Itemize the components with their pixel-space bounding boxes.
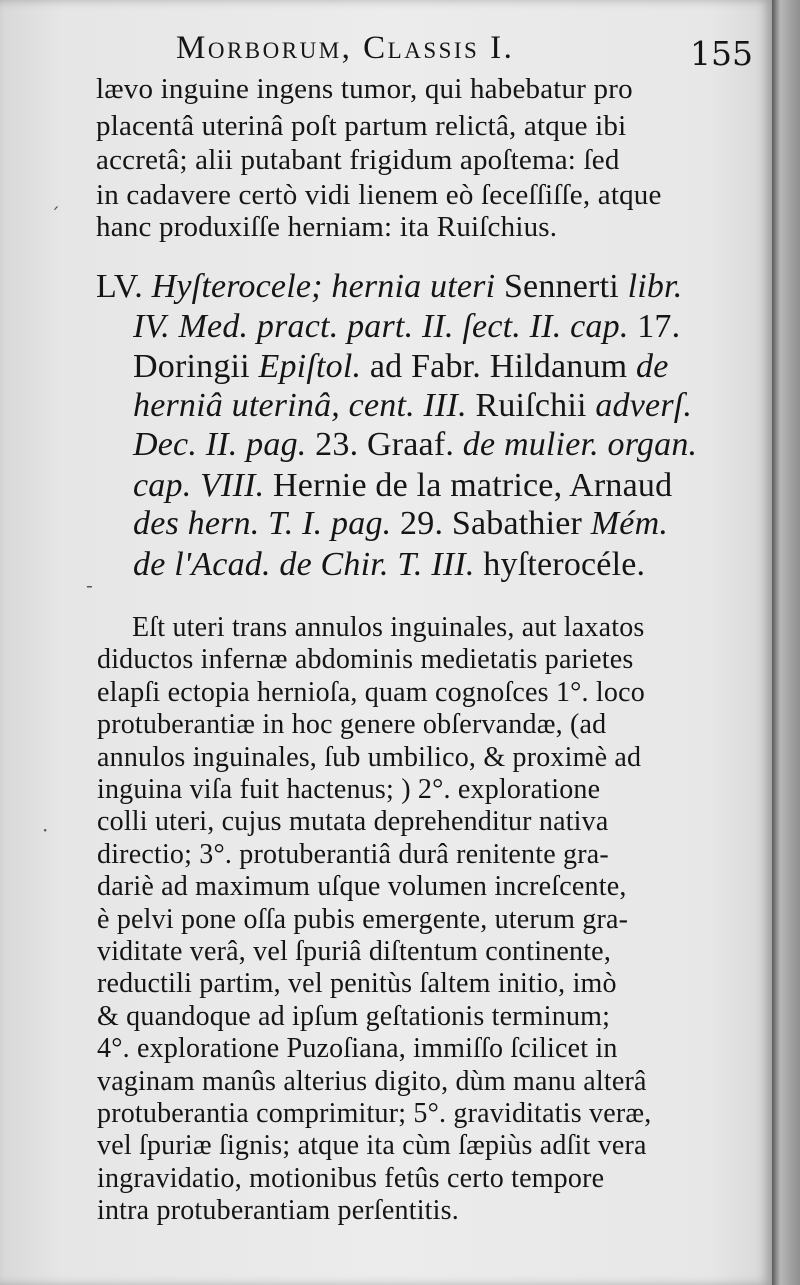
text-line: dariè ad maximum uſque volumen increſcente, — [97, 871, 627, 902]
text-line: in cadavere certò vidi lienem eò ſeceſſiſſe, atque — [96, 179, 662, 211]
page-number: 155 — [690, 34, 753, 73]
text-line: reductili partim, vel penitùs ſaltem initio, imò — [97, 968, 617, 999]
text-line: protuberantia comprimitur; 5°. graviditatis veræ, — [97, 1098, 652, 1129]
roman-segment: 17. — [628, 308, 681, 345]
italic-segment: IV. Med. pract. part. II. ſect. II. cap. — [133, 308, 629, 345]
italic-segment: Hyſterocele; hernia uteri — [151, 268, 496, 305]
italic-segment: Epiſtol. — [258, 348, 362, 385]
roman-segment: 29. Sabathier — [391, 505, 591, 542]
text-line: vel ſpuriæ ſignis; atque ita cùm ſæpiùs adſit vera — [97, 1130, 647, 1161]
text-line: placentâ uterinâ poſt partum relictâ, atque ibi — [96, 110, 627, 142]
roman-segment: Hernie de la matrice, Arnaud — [264, 467, 673, 504]
text-line: inguina viſa fuit hactenus; ) 2°. exploratione — [97, 774, 601, 805]
text-line: 4°. exploratione Puzoſiana, immiſſo ſcilicet in — [97, 1033, 618, 1064]
margin-mark: - — [86, 573, 93, 597]
italic-segment: de — [636, 348, 669, 385]
italic-segment: herniâ uterinâ, cent. III. — [133, 387, 467, 424]
text-line: colli uteri, cujus mutata deprehenditur nativa — [97, 806, 609, 837]
page-edge — [772, 0, 800, 1285]
text-line: annulos inguinales, ſub umbilico, & proximè ad — [97, 742, 642, 773]
italic-segment: des hern. T. I. pag. — [133, 505, 392, 542]
roman-segment: Ruiſchii — [466, 387, 596, 424]
reference-line — [133, 505, 668, 543]
italic-segment: libr. — [627, 268, 683, 305]
text-line: Eſt uteri trans annulos inguinales, aut laxatos — [132, 612, 645, 643]
roman-segment: hyſterocéle. — [474, 546, 646, 583]
text-line: diductos infernæ abdominis medietatis parietes — [97, 644, 634, 675]
roman-segment: Doringii — [133, 348, 259, 385]
reference-line — [133, 387, 692, 425]
italic-segment: de mulier. organ. — [462, 426, 698, 463]
text-line: intra protuberantiam perſentitis. — [97, 1195, 459, 1226]
reference-line — [133, 546, 645, 584]
text-line: viditate verâ, vel ſpuriâ diſtentum continente, — [97, 936, 612, 967]
roman-segment: Sennerti — [495, 268, 628, 305]
italic-segment: adverſ. — [595, 387, 693, 424]
italic-segment: Dec. II. pag. — [133, 426, 307, 463]
reference-line — [133, 467, 672, 505]
roman-segment: LV. — [96, 268, 152, 305]
text-line: directio; 3°. protuberantiâ durâ renitente gra- — [97, 839, 609, 870]
reference-line — [96, 268, 682, 306]
running-head: Morborum, Classis I. — [176, 30, 515, 66]
italic-segment: cap. VIII. — [133, 467, 265, 504]
reference-line — [133, 426, 697, 464]
italic-segment: de l'Acad. de Chir. T. III. — [133, 546, 475, 583]
text-line: elapſi ectopia hernioſa, quam cognoſces 1°. loco — [97, 677, 645, 708]
text-line: è pelvi pone oſſa pubis emergente, uterum gra- — [97, 904, 629, 935]
text-line: vaginam manûs alterius digito, dùm manu alterâ — [97, 1066, 647, 1097]
roman-segment: 23. Graaf. — [306, 426, 463, 463]
italic-segment: Mém. — [590, 505, 669, 542]
margin-mark: ˊ — [50, 203, 60, 227]
margin-dot: · — [42, 818, 49, 842]
text-line: lævo inguine ingens tumor, qui habebatur pro — [96, 73, 633, 105]
text-line: & quandoque ad ipſum geſtationis terminum; — [97, 1001, 611, 1032]
text-line: protuberantiæ in hoc genere obſervandæ, (ad — [97, 709, 607, 740]
text-line: accretâ; alii putabant frigidum apoſtema: ſed — [96, 144, 620, 176]
reference-line — [133, 308, 680, 346]
text-line: hanc produxiſſe herniam: ita Ruiſchius. — [96, 211, 558, 243]
text-line: ingravidatio, motionibus fetûs certo tempore — [97, 1163, 605, 1194]
reference-line — [133, 348, 669, 386]
roman-segment: ad Fabr. Hildanum — [361, 348, 636, 385]
